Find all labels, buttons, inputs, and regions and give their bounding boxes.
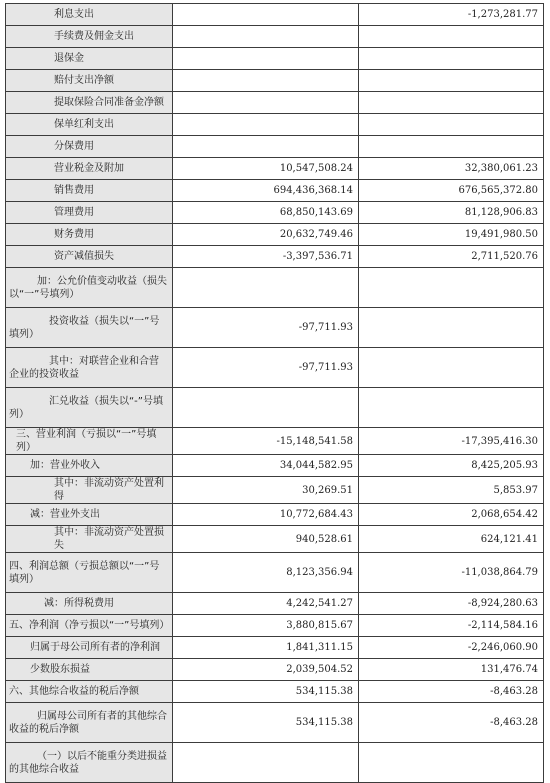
current-period-value: 1,841,311.15 <box>173 637 359 659</box>
current-period-value <box>173 48 359 70</box>
row-label: 减：所得税费用 <box>6 593 173 615</box>
table-row <box>6 26 544 48</box>
current-period-value <box>173 114 359 136</box>
current-period-value <box>173 70 359 92</box>
current-period-value <box>173 268 359 308</box>
previous-period-value: -8,924,280.63 <box>359 593 544 615</box>
previous-period-value: -11,038,864.79 <box>359 553 544 593</box>
current-period-value: 8,123,356.94 <box>173 553 359 593</box>
row-label: 销售费用 <box>6 180 173 202</box>
row-label: 其中：非流动资产处置利得 <box>6 477 173 504</box>
current-period-value: 534,115.38 <box>173 703 359 743</box>
previous-period-value: -8,463.28 <box>359 681 544 703</box>
row-label: （一）以后不能重分类进损益的其他综合收益 <box>6 743 173 783</box>
previous-period-value: 2,068,654.42 <box>359 504 544 526</box>
table-row <box>6 593 544 615</box>
previous-period-value: 624,121.41 <box>359 526 544 553</box>
table-row <box>6 504 544 526</box>
table-row <box>6 308 544 348</box>
current-period-value <box>173 136 359 158</box>
previous-period-value <box>359 268 544 308</box>
row-label: 分保费用 <box>6 136 173 158</box>
current-period-value: 3,880,815.67 <box>173 615 359 637</box>
table-row <box>6 615 544 637</box>
table-row <box>6 477 544 504</box>
table-row <box>6 136 544 158</box>
current-period-value: 20,632,749.46 <box>173 224 359 246</box>
current-period-value <box>173 92 359 114</box>
previous-period-value <box>359 743 544 783</box>
previous-period-value: 131,476.74 <box>359 659 544 681</box>
table-row <box>6 526 544 553</box>
table-row <box>6 246 544 268</box>
previous-period-value: 8,425,205.93 <box>359 455 544 477</box>
previous-period-value: 5,853.97 <box>359 477 544 504</box>
table-row <box>6 48 544 70</box>
row-label: 手续费及佣金支出 <box>6 26 173 48</box>
row-label: 归属于母公司所有者的净利润 <box>6 637 173 659</box>
current-period-value: 534,115.38 <box>173 681 359 703</box>
table-row <box>6 388 544 428</box>
previous-period-value: -1,273,281.77 <box>359 4 544 26</box>
table-row <box>6 268 544 308</box>
table-row <box>6 180 544 202</box>
row-label: 加：公允价值变动收益（损失以“一”号填列） <box>6 268 173 308</box>
previous-period-value: -17,395,416.30 <box>359 428 544 455</box>
row-label: 财务费用 <box>6 224 173 246</box>
current-period-value: 34,044,582.95 <box>173 455 359 477</box>
current-period-value: 2,039,504.52 <box>173 659 359 681</box>
table-row <box>6 4 544 26</box>
previous-period-value: -8,463.28 <box>359 703 544 743</box>
table-row <box>6 455 544 477</box>
row-label: 保单红利支出 <box>6 114 173 136</box>
current-period-value: 694,436,368.14 <box>173 180 359 202</box>
table-row <box>6 202 544 224</box>
previous-period-value <box>359 26 544 48</box>
table-row <box>6 348 544 388</box>
previous-period-value: -2,114,584.16 <box>359 615 544 637</box>
current-period-value <box>173 26 359 48</box>
row-label: 资产减值损失 <box>6 246 173 268</box>
table-row <box>6 158 544 180</box>
table-row <box>6 224 544 246</box>
table-row <box>6 637 544 659</box>
row-label: 少数股东损益 <box>6 659 173 681</box>
table-row <box>6 114 544 136</box>
previous-period-value: -2,246,060.90 <box>359 637 544 659</box>
current-period-value: 4,242,541.27 <box>173 593 359 615</box>
previous-period-value: 19,491,980.50 <box>359 224 544 246</box>
row-label: 汇兑收益（损失以“-”号填列） <box>6 388 173 428</box>
row-label: 五、净利润（净亏损以“一”号填列） <box>6 615 173 637</box>
table-row <box>6 553 544 593</box>
previous-period-value: 81,128,906.83 <box>359 202 544 224</box>
current-period-value: 30,269.51 <box>173 477 359 504</box>
row-label: 营业税金及附加 <box>6 158 173 180</box>
current-period-value <box>173 4 359 26</box>
table-row <box>6 743 544 783</box>
previous-period-value: 32,380,061.23 <box>359 158 544 180</box>
income-statement-table <box>5 3 544 783</box>
current-period-value: 940,528.61 <box>173 526 359 553</box>
row-label: 其中：非流动资产处置损失 <box>6 526 173 553</box>
previous-period-value <box>359 114 544 136</box>
row-label: 管理费用 <box>6 202 173 224</box>
row-label: 利息支出 <box>6 4 173 26</box>
table-row <box>6 703 544 743</box>
previous-period-value <box>359 70 544 92</box>
row-label: 减：营业外支出 <box>6 504 173 526</box>
current-period-value <box>173 388 359 428</box>
previous-period-value <box>359 136 544 158</box>
table-row <box>6 428 544 455</box>
current-period-value <box>173 743 359 783</box>
row-label: 三、营业利润（亏损以“一”号填列） <box>6 428 173 455</box>
current-period-value: 10,772,684.43 <box>173 504 359 526</box>
current-period-value: -3,397,536.71 <box>173 246 359 268</box>
row-label: 退保金 <box>6 48 173 70</box>
row-label: 归属母公司所有者的其他综合收益的税后净额 <box>6 703 173 743</box>
row-label: 六、其他综合收益的税后净额 <box>6 681 173 703</box>
previous-period-value <box>359 308 544 348</box>
current-period-value: 10,547,508.24 <box>173 158 359 180</box>
current-period-value: 68,850,143.69 <box>173 202 359 224</box>
row-label: 提取保险合同准备金净额 <box>6 92 173 114</box>
previous-period-value <box>359 388 544 428</box>
current-period-value: -15,148,541.58 <box>173 428 359 455</box>
previous-period-value: 2,711,520.76 <box>359 246 544 268</box>
row-label: 其中：对联营企业和合营企业的投资收益 <box>6 348 173 388</box>
table-row <box>6 659 544 681</box>
row-label: 投资收益（损失以“一”号填列） <box>6 308 173 348</box>
row-label: 四、利润总额（亏损总额以“一”号填列） <box>6 553 173 593</box>
row-label: 加：营业外收入 <box>6 455 173 477</box>
current-period-value: -97,711.93 <box>173 308 359 348</box>
table-row <box>6 92 544 114</box>
previous-period-value: 676,565,372.80 <box>359 180 544 202</box>
row-label: 赔付支出净额 <box>6 70 173 92</box>
previous-period-value <box>359 348 544 388</box>
previous-period-value <box>359 92 544 114</box>
table-row <box>6 681 544 703</box>
previous-period-value <box>359 48 544 70</box>
current-period-value: -97,711.93 <box>173 348 359 388</box>
table-row <box>6 70 544 92</box>
